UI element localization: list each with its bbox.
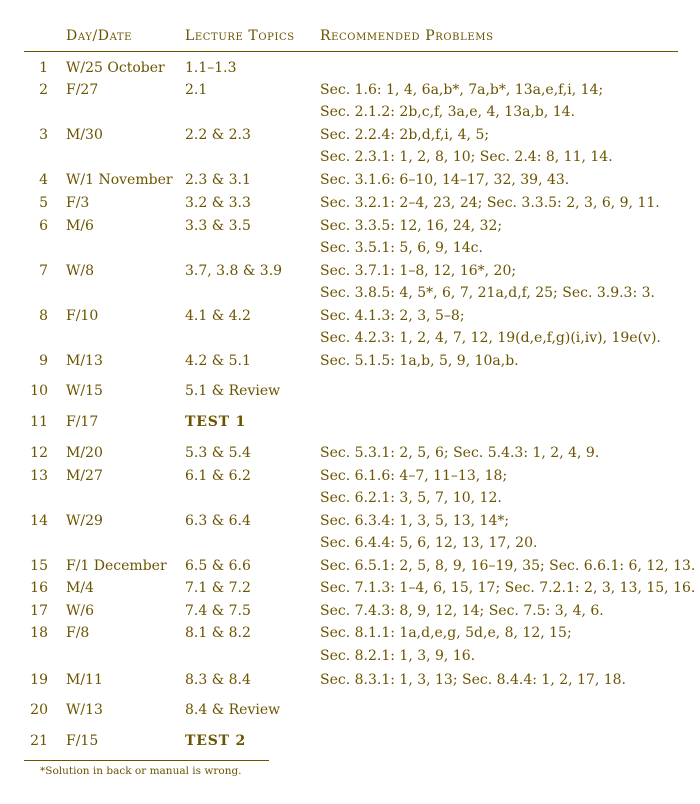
row-number: 18 (30, 625, 48, 641)
row-number: 16 (30, 580, 48, 596)
header-lecture-topics: Lecture Topics (185, 28, 295, 44)
row-lecture-topic: 6.3 & 6.4 (185, 513, 251, 529)
row-day-date: W/6 (66, 603, 95, 619)
row-day-date: M/13 (66, 353, 103, 369)
row-day-date: W/15 (66, 383, 103, 399)
row-day-date: W/13 (66, 702, 103, 718)
row-lecture-topic: 6.1 & 6.2 (185, 468, 251, 484)
row-lecture-topic: 6.5 & 6.6 (185, 558, 251, 574)
row-number: 15 (30, 558, 48, 574)
row-number: 1 (39, 60, 48, 76)
row-number: 3 (39, 127, 48, 143)
row-day-date: W/1 November (66, 172, 173, 188)
row-number: 8 (39, 308, 48, 324)
row-number: 4 (39, 172, 48, 188)
row-lecture-topic: 3.7, 3.8 & 3.9 (185, 263, 283, 279)
row-number: 11 (30, 414, 48, 430)
row-number: 6 (39, 218, 48, 234)
row-day-date: F/27 (66, 82, 99, 98)
row-problems: Sec. 6.1.6: 4–7, 11–13, 18; (320, 468, 508, 484)
row-lecture-topic: TEST 2 (185, 733, 247, 749)
row-problems: Sec. 3.8.5: 4, 5*, 6, 7, 21a,d,f, 25; Sec. 3.9.3: 3. (320, 285, 655, 301)
row-lecture-topic: 7.4 & 7.5 (185, 603, 251, 619)
row-problems: Sec. 7.4.3: 8, 9, 12, 14; Sec. 7.5: 3, 4, 6. (320, 603, 604, 619)
row-lecture-topic: 8.3 & 8.4 (185, 672, 251, 688)
row-number: 21 (30, 733, 48, 749)
row-lecture-topic: 1.1–1.3 (185, 60, 237, 76)
row-lecture-topic: 8.1 & 8.2 (185, 625, 251, 641)
row-day-date: M/6 (66, 218, 94, 234)
row-problems: Sec. 1.6: 1, 4, 6a,b*, 7a,b*, 13a,e,f,i, 14; (320, 82, 604, 98)
row-lecture-topic: 4.1 & 4.2 (185, 308, 251, 324)
footnote: *Solution in back or manual is wrong. (40, 765, 242, 777)
row-problems: Sec. 8.1.1: 1a,d,e,g, 5d,e, 8, 12, 15; (320, 625, 572, 641)
row-lecture-topic: 7.1 & 7.2 (185, 580, 251, 596)
row-day-date: F/10 (66, 308, 99, 324)
row-day-date: M/4 (66, 580, 94, 596)
row-number: 17 (30, 603, 48, 619)
row-day-date: M/27 (66, 468, 103, 484)
row-problems: Sec. 2.3.1: 1, 2, 8, 10; Sec. 2.4: 8, 11, 14. (320, 149, 613, 165)
row-day-date: F/3 (66, 195, 90, 211)
row-day-date: W/25 October (66, 60, 165, 76)
row-day-date: M/11 (66, 672, 103, 688)
row-problems: Sec. 6.3.4: 1, 3, 5, 13, 14*; (320, 513, 510, 529)
row-day-date: F/1 December (66, 558, 167, 574)
row-number: 7 (39, 263, 48, 279)
row-lecture-topic: 3.3 & 3.5 (185, 218, 251, 234)
row-day-date: M/30 (66, 127, 103, 143)
row-number: 9 (39, 353, 48, 369)
row-problems: Sec. 5.3.1: 2, 5, 6; Sec. 5.4.3: 1, 2, 4, 9. (320, 445, 600, 461)
row-number: 12 (30, 445, 48, 461)
row-problems: Sec. 6.4.4: 5, 6, 12, 13, 17, 20. (320, 535, 538, 551)
row-problems: Sec. 6.2.1: 3, 5, 7, 10, 12. (320, 490, 502, 506)
header-recommended-problems: Recommended Problems (320, 28, 494, 44)
row-problems: Sec. 7.1.3: 1–4, 6, 15, 17; Sec. 7.2.1: 2, 3, 13, 15, 16. (320, 580, 696, 596)
row-day-date: M/20 (66, 445, 103, 461)
row-problems: Sec. 6.5.1: 2, 5, 8, 9, 16–19, 35; Sec. 6.6.1: 6, 12, 13. (320, 558, 696, 574)
row-problems: Sec. 2.2.4: 2b,d,f,i, 4, 5; (320, 127, 490, 143)
row-problems: Sec. 5.1.5: 1a,b, 5, 9, 10a,b. (320, 353, 519, 369)
row-problems: Sec. 3.5.1: 5, 6, 9, 14c. (320, 240, 483, 256)
row-lecture-topic: 5.3 & 5.4 (185, 445, 251, 461)
row-number: 19 (30, 672, 48, 688)
row-problems: Sec. 8.3.1: 1, 3, 13; Sec. 8.4.4: 1, 2, 17, 18. (320, 672, 627, 688)
header-rule (24, 51, 678, 52)
row-problems: Sec. 3.1.6: 6–10, 14–17, 32, 39, 43. (320, 172, 570, 188)
row-day-date: F/15 (66, 733, 99, 749)
row-lecture-topic: 2.1 (185, 82, 208, 98)
row-lecture-topic: 4.2 & 5.1 (185, 353, 251, 369)
row-problems: Sec. 3.2.1: 2–4, 23, 24; Sec. 3.3.5: 2, 3, 6, 9, 11. (320, 195, 660, 211)
row-day-date: W/29 (66, 513, 103, 529)
row-number: 14 (30, 513, 48, 529)
row-lecture-topic: TEST 1 (185, 414, 247, 430)
row-problems: Sec. 3.3.5: 12, 16, 24, 32; (320, 218, 503, 234)
row-number: 2 (39, 82, 48, 98)
row-problems: Sec. 3.7.1: 1–8, 12, 16*, 20; (320, 263, 517, 279)
row-day-date: F/17 (66, 414, 99, 430)
row-day-date: W/8 (66, 263, 95, 279)
row-lecture-topic: 2.3 & 3.1 (185, 172, 251, 188)
row-lecture-topic: 5.1 & Review (185, 383, 281, 399)
row-number: 20 (30, 702, 48, 718)
footnote-rule (24, 760, 269, 761)
row-problems: Sec. 4.2.3: 1, 2, 4, 7, 12, 19(d,e,f,g)(i,iv), 19e(v). (320, 330, 661, 346)
row-day-date: F/8 (66, 625, 90, 641)
row-problems: Sec. 8.2.1: 1, 3, 9, 16. (320, 648, 476, 664)
row-number: 5 (39, 195, 48, 211)
row-number: 13 (30, 468, 48, 484)
row-number: 10 (30, 383, 48, 399)
row-lecture-topic: 2.2 & 2.3 (185, 127, 251, 143)
header-day-date: Day/Date (66, 28, 133, 44)
row-problems: Sec. 2.1.2: 2b,c,f, 3a,e, 4, 13a,b, 14. (320, 104, 576, 120)
row-lecture-topic: 3.2 & 3.3 (185, 195, 251, 211)
row-problems: Sec. 4.1.3: 2, 3, 5–8; (320, 308, 465, 324)
row-lecture-topic: 8.4 & Review (185, 702, 281, 718)
